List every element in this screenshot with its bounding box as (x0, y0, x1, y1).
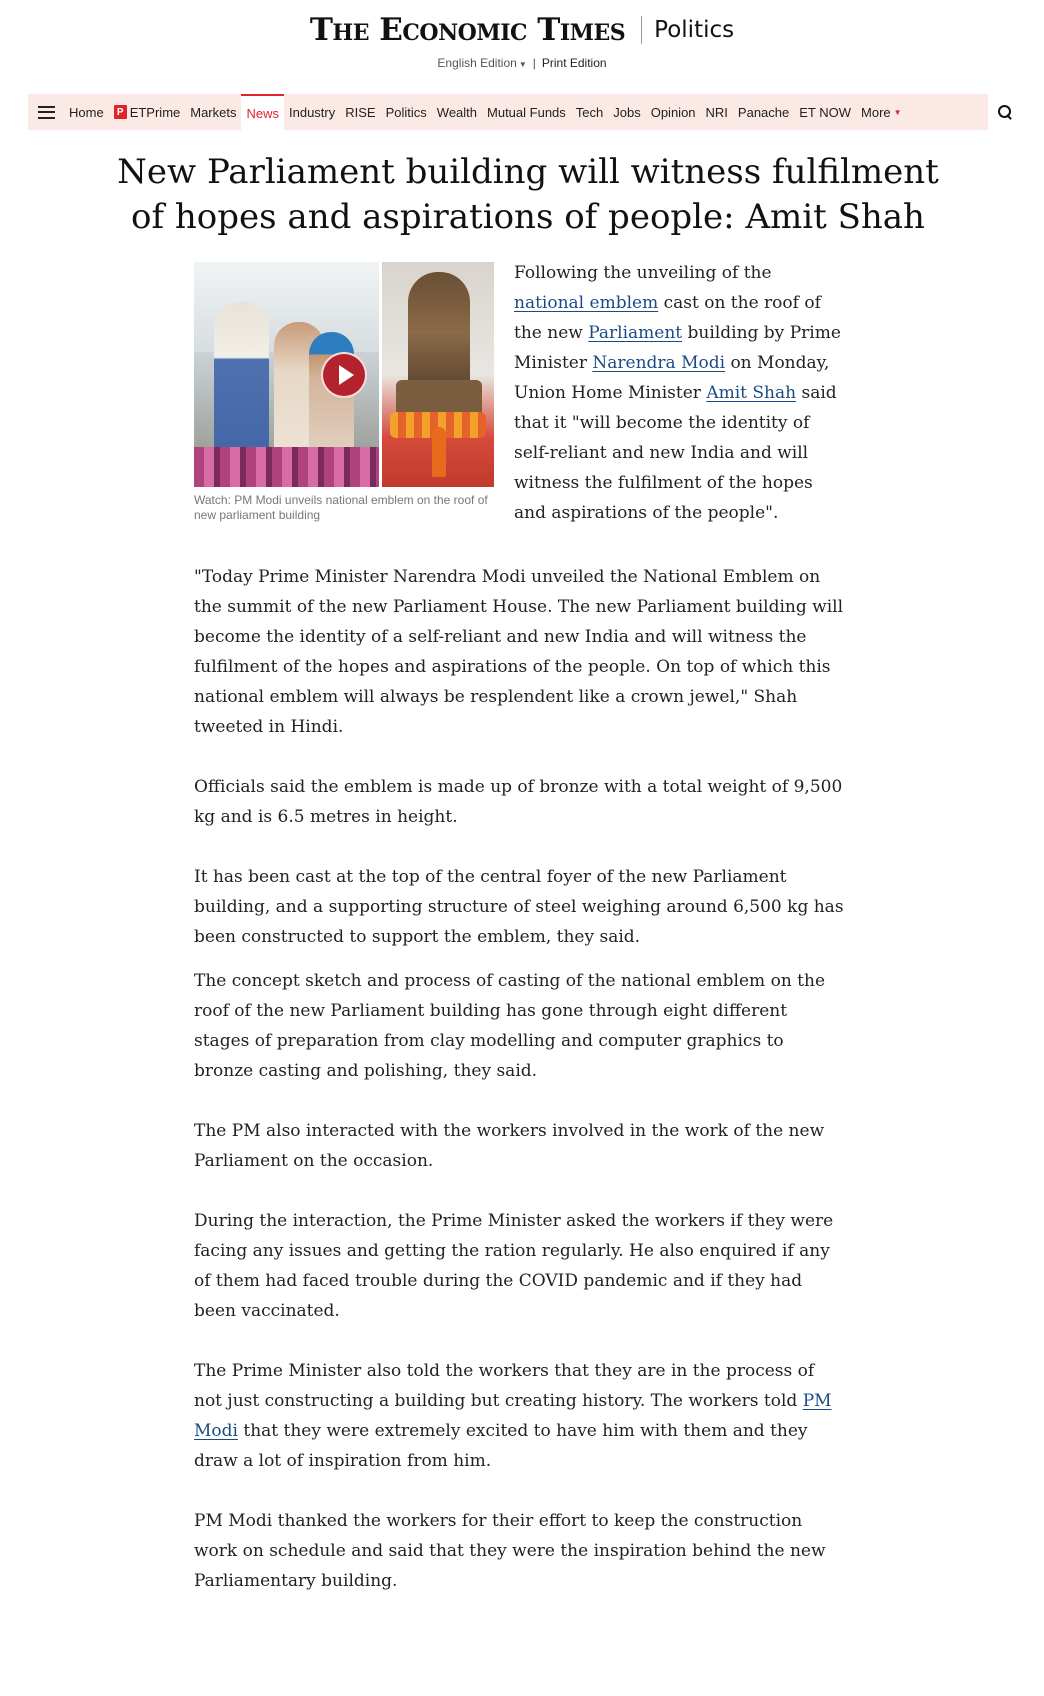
nav-item-etprime[interactable]: P ETPrime (109, 94, 186, 130)
nav-item-wealth[interactable]: Wealth (436, 104, 478, 120)
search-icon (998, 105, 1012, 119)
video-figure (194, 262, 494, 528)
nav-item-more[interactable]: More ▼ (861, 104, 902, 120)
body-paragraph: The concept sketch and process of casting of the national emblem on the roof of the new Parliament building has gone through eight different stages of preparation from clay modelling and computer graphics to bronze casting and polishing, they said. (194, 971, 826, 1081)
body-paragraph: The Prime Minister also told the workers that they are in the process of not just constructing a building but creating history. The workers told PM Modi that they were extremely excited to have him with them and they draw a lot of inspiration from him. (194, 1361, 832, 1471)
link-parliament[interactable]: Parliament (588, 323, 683, 343)
nav-item-news[interactable]: News (241, 94, 284, 130)
masthead (0, 10, 1044, 70)
play-button[interactable] (321, 352, 367, 398)
thumbnail-right-image (382, 262, 494, 487)
edition-row (0, 56, 1044, 70)
body-paragraph: During the interaction, the Prime Minister asked the workers if they were facing any issues and getting the ration regularly. He also enquired if any of them had faced trouble during the COVID pandemic and if they had been vaccinated. (194, 1211, 834, 1321)
nav-item-opinion[interactable]: Opinion (650, 104, 696, 120)
nav-items (64, 94, 988, 130)
edition-selector[interactable] (437, 56, 526, 70)
lead-paragraph: Following the unveiling of the national emblem cast on the roof of the new Parliament building by Prime Minister Narendra Modi on Monday, Union Home Minister Amit Shah said that it "will become the identity of self-reliant and new India and will witness the fulfilment of the hopes and aspirations of the people". (514, 263, 841, 523)
article-body (194, 262, 844, 1596)
article-headline: New Parliament building will witness fulfilment of hopes and aspirations of people: Amit Shah (117, 152, 939, 237)
etprime-icon: P (114, 105, 127, 119)
nav-item-nri[interactable]: NRI (705, 104, 728, 120)
nav-item-mutual-funds[interactable]: Mutual Funds (487, 104, 566, 120)
nav-item-home[interactable]: Home (69, 104, 104, 120)
print-edition-link[interactable]: Print Edition (541, 56, 607, 70)
site-logo[interactable]: The Economic Times (309, 12, 626, 48)
nav-item-markets[interactable]: Markets (190, 104, 237, 120)
play-icon (339, 365, 354, 385)
lead-section (194, 262, 844, 528)
nav-item-rise[interactable]: RISE (345, 104, 376, 120)
nav-item-panache[interactable]: Panache (737, 104, 790, 120)
nav-item-jobs[interactable]: Jobs (613, 104, 641, 120)
edition-label: English Edition (437, 56, 517, 70)
hamburger-icon (38, 106, 55, 119)
link-pm-modi[interactable]: PM Modi (194, 1391, 832, 1441)
body-paragraph: PM Modi thanked the workers for their effort to keep the construction work on schedule and said that they were the inspiration behind the new Parliamentary building. (194, 1511, 826, 1591)
caret-down-icon: ▼ (893, 107, 902, 117)
video-caption: Watch: PM Modi unveils national emblem on the roof of new parliament building (194, 493, 488, 522)
nav-item-politics[interactable]: Politics (385, 104, 427, 120)
caret-down-icon: ▼ (518, 60, 527, 69)
body-paragraph: "Today Prime Minister Narendra Modi unveiled the National Emblem on the summit of the new Parliament House. The new Parliament building will become the identity of a self-reliant and new India and will witness the fulfilment of the hopes and aspirations of the people. On top of which this national emblem will always be resplendent like a crown jewel," Shah tweeted in Hindi. (194, 567, 844, 737)
menu-button[interactable] (28, 94, 64, 130)
search-button[interactable] (988, 94, 1022, 130)
section-title[interactable]: Politics (654, 17, 735, 43)
link-amit-shah[interactable]: Amit Shah (706, 383, 797, 403)
video-thumbnail[interactable] (194, 262, 494, 487)
body-paragraph: The PM also interacted with the workers involved in the work of the new Parliament on the occasion. (194, 1121, 825, 1171)
main-nav (28, 94, 1022, 130)
brand-row (0, 10, 1044, 50)
body-paragraph: It has been cast at the top of the central foyer of the new Parliament building, and a supporting structure of steel weighing around 6,500 kg has been constructed to support the emblem, they said. (194, 867, 844, 947)
nav-item-tech[interactable]: Tech (575, 104, 604, 120)
brand-divider (641, 16, 642, 44)
nav-item-et-now[interactable]: ET NOW (799, 104, 852, 120)
nav-item-industry[interactable]: Industry (289, 104, 336, 120)
edition-divider: | (532, 56, 536, 70)
link-narendra-modi[interactable]: Narendra Modi (592, 353, 726, 373)
body-paragraph: Officials said the emblem is made up of bronze with a total weight of 9,500 kg and is 6.5 metres in height. (194, 777, 843, 827)
link-national-emblem[interactable]: national emblem (514, 293, 659, 313)
